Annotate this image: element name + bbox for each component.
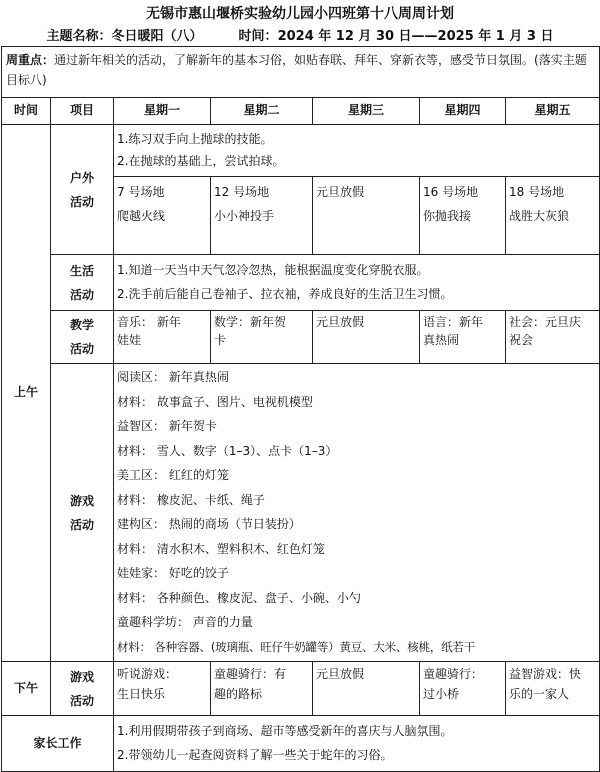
weekly-plan-table: [1, 46, 600, 772]
outdoor-label-2: 活动: [69, 194, 94, 209]
life-goal: 2.洗手前后能自己卷袖子、拉衣袖，养成良好的生活卫生习惯。: [117, 287, 453, 301]
theme-value: 冬日暖阳（八）: [111, 29, 203, 44]
afternoon-mon: [114, 662, 211, 716]
teaching-tue: [211, 311, 313, 364]
morning-label: 上午: [2, 125, 51, 662]
afternoon-wed-line1: 元旦放假: [316, 667, 365, 681]
teaching-label: [51, 311, 114, 364]
outdoor-thu-line2: 你抛我接: [423, 209, 472, 223]
outdoor-label-1: 户外: [69, 170, 94, 185]
game-material: 材料： 各种颜色、橡皮泥、盘子、小碗、小勺: [117, 590, 361, 605]
teaching-mon-line2: 娃娃: [117, 333, 142, 347]
game-material: 材料： 故事盒子、图片、电视机模型: [117, 394, 313, 409]
teaching-thu-line2: 真热闹: [423, 333, 460, 347]
page-title: 无锡市惠山堰桥实验幼儿园小四班第十八周周计划: [146, 6, 454, 22]
outdoor-tue-line2: 小小神投手: [214, 209, 275, 223]
outdoor-mon-line1: 7 号场地: [117, 185, 165, 199]
col-header-mon: 星期一: [114, 98, 211, 125]
teaching-tue-line2: 卡: [214, 333, 227, 347]
outdoor-thu-line1: 16 号场地: [423, 185, 479, 199]
teaching-thu: [420, 311, 506, 364]
weekly-focus: [2, 47, 600, 98]
afternoon-tue-line1: 童趣骑行：有: [214, 667, 287, 681]
afternoon-tue: [211, 662, 313, 716]
games-row: [2, 364, 600, 662]
outdoor-goal: 2.在抛球的基础上，尝试拍球。: [117, 154, 285, 168]
outdoor-wed-line1: 元旦放假: [316, 185, 365, 199]
afternoon-thu-line1: 童趣骑行：: [423, 667, 484, 681]
afternoon-fri: [506, 662, 600, 716]
teaching-fri-line1: 社会：元旦庆: [509, 315, 582, 329]
col-header-item: 项目: [51, 98, 114, 125]
games-content: [114, 364, 600, 662]
life-label-1: 生活: [69, 263, 94, 278]
outdoor-label: [51, 125, 114, 255]
afternoon-mon-line1: 听说游戏：: [117, 667, 178, 681]
col-header-thu: 星期四: [420, 98, 506, 125]
outdoor-thu: [420, 177, 506, 255]
col-header-fri: 星期五: [506, 98, 600, 125]
games-label-1: 游戏: [69, 493, 94, 508]
teaching-thu-line1: 语言：新年: [423, 315, 484, 329]
focus-row: [2, 47, 600, 98]
afternoon-tue-line2: 趣的路标: [214, 687, 263, 701]
outdoor-tue: [211, 177, 313, 255]
outdoor-mon: [114, 177, 211, 255]
theme-label: 主题名称：: [46, 29, 112, 44]
outdoor-fri-line1: 18 号场地: [509, 185, 565, 199]
life-goals: [114, 255, 600, 311]
teaching-wed: [313, 311, 420, 364]
outdoor-goal: 1.练习双手向上抛球的技能。: [117, 132, 273, 146]
teaching-tue-line1: 数学：新年贺: [214, 315, 287, 329]
teaching-mon: [114, 311, 211, 364]
time-value: 2024 年 12 月 30 日——2025 年 1 月 3 日: [277, 29, 554, 44]
teaching-mon-line1: 音乐： 新年: [117, 315, 181, 329]
afternoon-mon-line2: 生日快乐: [117, 687, 166, 701]
games-label-2: 活动: [69, 517, 94, 532]
game-area: 阅读区： 新年真热闹: [117, 370, 229, 384]
life-row: [2, 255, 600, 311]
outdoor-goals: [114, 125, 600, 177]
afternoon-thu: [420, 662, 506, 716]
game-material: 材料： 清水积木、塑料积木、红色灯笼: [117, 541, 325, 556]
game-area: 美工区： 红红的灯笼: [117, 468, 229, 482]
teaching-fri-line2: 祝会: [509, 333, 534, 347]
life-label: [51, 255, 114, 311]
game-material: 材料： 雪人、数字（1–3）、点卡（1–3）: [117, 443, 338, 458]
afternoon-fri-line2: 乐的一家人: [509, 687, 570, 701]
afternoon-label-2: 活动: [69, 693, 94, 708]
teaching-row: [2, 311, 600, 364]
afternoon-fri-line1: 益智游戏：快: [509, 667, 582, 681]
afternoon-label-1: 游戏: [69, 669, 94, 684]
game-material: 材料： 橡皮泥、卡纸、绳子: [117, 492, 265, 507]
afternoon-label: 下午: [2, 662, 51, 716]
header-row: [2, 98, 600, 125]
life-goal: 1.知道一天当中天气忽冷忽热，能根据温度变化穿脱衣服。: [117, 263, 429, 277]
games-label: [51, 364, 114, 662]
col-header-time: 时间: [2, 98, 51, 125]
parents-content: [114, 716, 600, 772]
col-header-wed: 星期三: [313, 98, 420, 125]
focus-label: 周重点：: [6, 53, 55, 67]
game-area: 娃娃家： 好吃的饺子: [117, 566, 229, 580]
afternoon-wed: [313, 662, 420, 716]
parents-row: [2, 716, 600, 772]
teaching-wed-line1: 元旦放假: [316, 315, 365, 329]
game-area: 益智区： 新年贺卡: [117, 419, 217, 433]
afternoon-games-label: [51, 662, 114, 716]
outdoor-mon-line2: 爬越火线: [117, 209, 166, 223]
parents-label: 家长工作: [2, 716, 114, 772]
col-header-tue: 星期二: [211, 98, 313, 125]
parents-item: 2.带领幼儿一起查阅资料了解一些关于蛇年的习俗。: [117, 748, 393, 762]
time-label: 时间：: [238, 29, 278, 44]
life-label-2: 活动: [69, 287, 94, 302]
game-area: 童趣科学坊： 声音的力量: [117, 615, 253, 629]
teaching-label-2: 活动: [69, 342, 94, 356]
afternoon-thu-line2: 过小桥: [423, 687, 460, 701]
teaching-fri: [506, 311, 600, 364]
game-material: 材料： 各种容器、(玻璃瓶、旺仔牛奶罐等）黄豆、大米、核桃，纸若干: [117, 639, 476, 654]
focus-text: 通过新年相关的活动，了解新年的基本习俗，如贴春联、拜年、穿新衣等，感受节日氛围。(落实主题目标八): [6, 53, 587, 88]
teaching-label-1: 教学: [69, 318, 94, 332]
afternoon-row: [2, 662, 600, 716]
outdoor-goals-row: [2, 125, 600, 177]
game-area: 建构区： 热闹的商场（节日装扮）: [117, 517, 301, 531]
page-subtitle: [0, 25, 600, 44]
parents-item: 1.利用假期带孩子到商场、超市等感受新年的喜庆与人脑氛围。: [117, 724, 453, 738]
outdoor-fri-line2: 战胜大灰狼: [509, 209, 570, 223]
outdoor-tue-line1: 12 号场地: [214, 185, 270, 199]
outdoor-fri: [506, 177, 600, 255]
outdoor-wed: [313, 177, 420, 255]
